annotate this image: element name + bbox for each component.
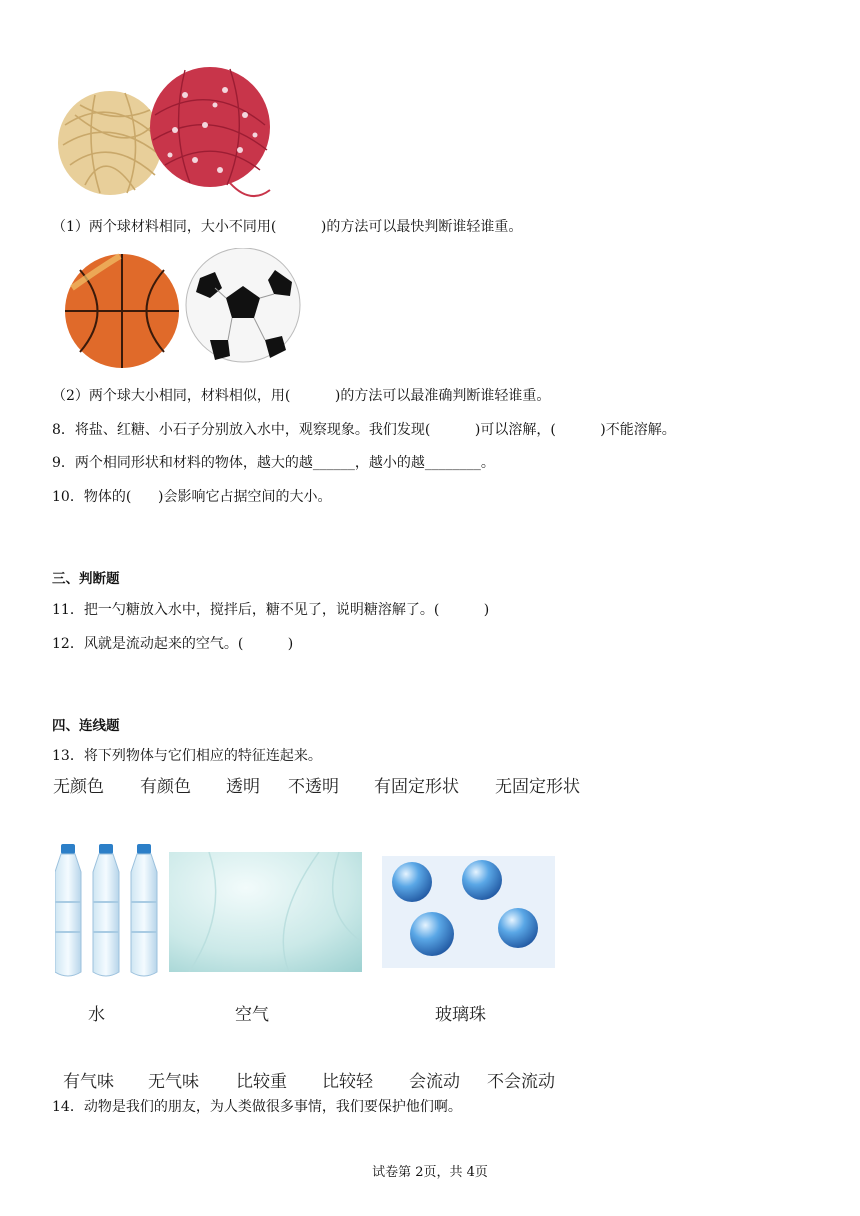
feature-does-not-flow: 不会流动: [487, 1072, 555, 1092]
balls-image: [60, 248, 305, 368]
feature-transparent: 透明: [226, 777, 260, 797]
water-bottles-icon: [55, 842, 163, 982]
feature-colorless: 无颜色: [53, 777, 104, 797]
section-four-heading: 四、连线题: [52, 718, 120, 734]
q13: 13．将下列物体与它们相应的特征连起来。: [52, 748, 322, 764]
feature-heavier: 比较重: [236, 1072, 287, 1092]
q10: 10．物体的( )会影响它占据空间的大小。: [52, 489, 332, 505]
section-three-heading: 三、判断题: [52, 571, 120, 587]
page-footer: 试卷第 2页，共 4页: [372, 1165, 488, 1180]
q11: 11．把一勺糖放入水中，搅拌后，糖不见了，说明糖溶解了。( ): [52, 602, 490, 618]
feature-lighter: 比较轻: [322, 1072, 373, 1092]
q8: 8．将盐、红糖、小石子分别放入水中，观察现象。我们发现( )可以溶解，( )不能溶解。: [52, 422, 676, 438]
top-features-row: [0, 772, 860, 796]
feature-colored: 有颜色: [140, 777, 191, 797]
q9: 9．两个相同形状和材料的物体，越大的越______，越小的越________。: [52, 455, 495, 471]
feature-no-smell: 无气味: [148, 1072, 199, 1092]
q14: 14．动物是我们的朋友，为人类做很多事情，我们要保护他们啊。: [52, 1099, 462, 1115]
object-water-label: 水: [88, 1005, 105, 1025]
glass-marbles-icon: [382, 856, 555, 968]
feature-fixed-shape: 有固定形状: [374, 777, 459, 797]
q7-part1: （1）两个球材料相同，大小不同用( )的方法可以最快判断谁轻谁重。: [52, 219, 523, 235]
feature-has-smell: 有气味: [63, 1072, 114, 1092]
soccer-ball-icon: [186, 248, 300, 362]
feature-opaque: 不透明: [288, 777, 339, 797]
yarn-balls-image: [55, 55, 275, 205]
air-photo-icon: [169, 852, 362, 972]
q12: 12．风就是流动起来的空气。( ): [52, 636, 294, 652]
yarn-ball-beige-icon: [58, 91, 162, 195]
object-air-label: 空气: [235, 1005, 269, 1025]
bottom-features-row: [0, 1067, 860, 1091]
yarn-ball-red-icon: [150, 67, 270, 196]
object-marbles-label: 玻璃珠: [435, 1005, 486, 1025]
basketball-icon: [65, 254, 179, 368]
feature-no-fixed-shape: 无固定形状: [495, 777, 580, 797]
q7-part2: （2）两个球大小相同，材料相似，用( )的方法可以最准确判断谁轻谁重。: [52, 388, 551, 404]
feature-flows: 会流动: [409, 1072, 460, 1092]
